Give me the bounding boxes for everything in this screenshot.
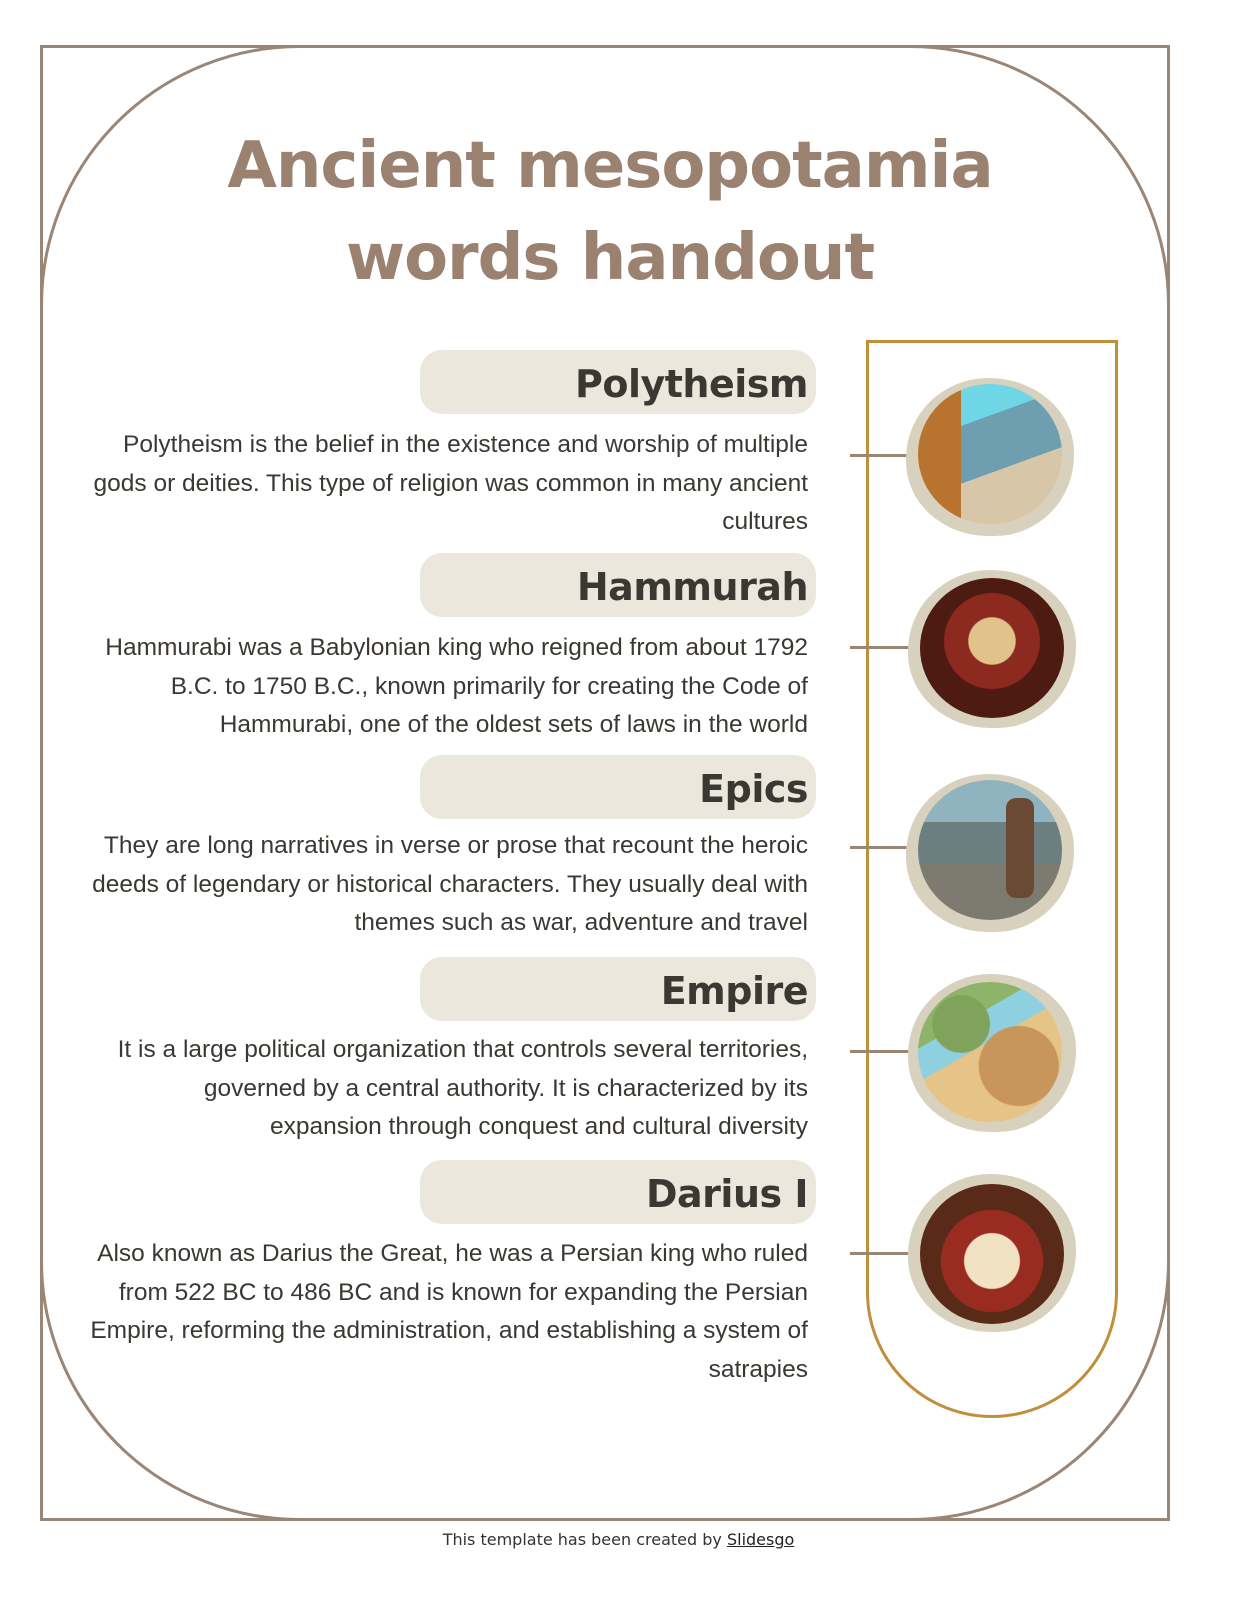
term-title: Epics bbox=[699, 767, 808, 811]
term-title: Hammurah bbox=[576, 565, 808, 609]
temple-image bbox=[918, 384, 1062, 524]
term-label-bg bbox=[420, 350, 816, 414]
footer-text: This template has been created by bbox=[442, 1530, 727, 1549]
term-title: Empire bbox=[660, 969, 808, 1013]
warrior-image bbox=[918, 780, 1062, 920]
term-description: It is a large political organization that controls several territories, governed by a central authority. It is characterized by its expansion through conquest and cultural diversity bbox=[117, 1036, 808, 1140]
title-line-1: Ancient mesopotamia bbox=[227, 129, 993, 203]
persian-king-image bbox=[920, 1184, 1064, 1324]
term-label-bg bbox=[420, 553, 816, 617]
term-title: Polytheism bbox=[575, 362, 808, 406]
footer-credit bbox=[0, 1530, 1237, 1549]
title-line-2: words handout bbox=[345, 221, 875, 295]
term-label-bg bbox=[420, 957, 816, 1021]
map-image bbox=[918, 982, 1062, 1122]
term-description: Also known as Darius the Great, he was a Persian king who ruled from 522 BC to 486 BC and is known for expanding the Persian Empire, reforming the administration, and establishing a system of satrapies bbox=[90, 1240, 808, 1383]
term-title: Darius I bbox=[646, 1172, 808, 1216]
slidesgo-link[interactable]: Slidesgo bbox=[726, 1530, 795, 1549]
king-image bbox=[920, 578, 1064, 718]
term-description: Hammurabi was a Babylonian king who reigned from about 1792 B.C. to 1750 B.C., known primarily for creating the Code of Hammurabi, one of the oldest sets of laws in the world bbox=[105, 634, 808, 738]
term-description: Polytheism is the belief in the existence and worship of multiple gods or deities. This type of religion was common in many ancient cultures bbox=[93, 431, 808, 535]
term-label-bg bbox=[420, 1160, 816, 1224]
term-description: They are long narratives in verse or prose that recount the heroic deeds of legendary or historical characters. They usually deal with themes such as war, adventure and travel bbox=[92, 832, 808, 936]
page-title bbox=[200, 120, 1020, 304]
term-label-bg bbox=[420, 755, 816, 819]
